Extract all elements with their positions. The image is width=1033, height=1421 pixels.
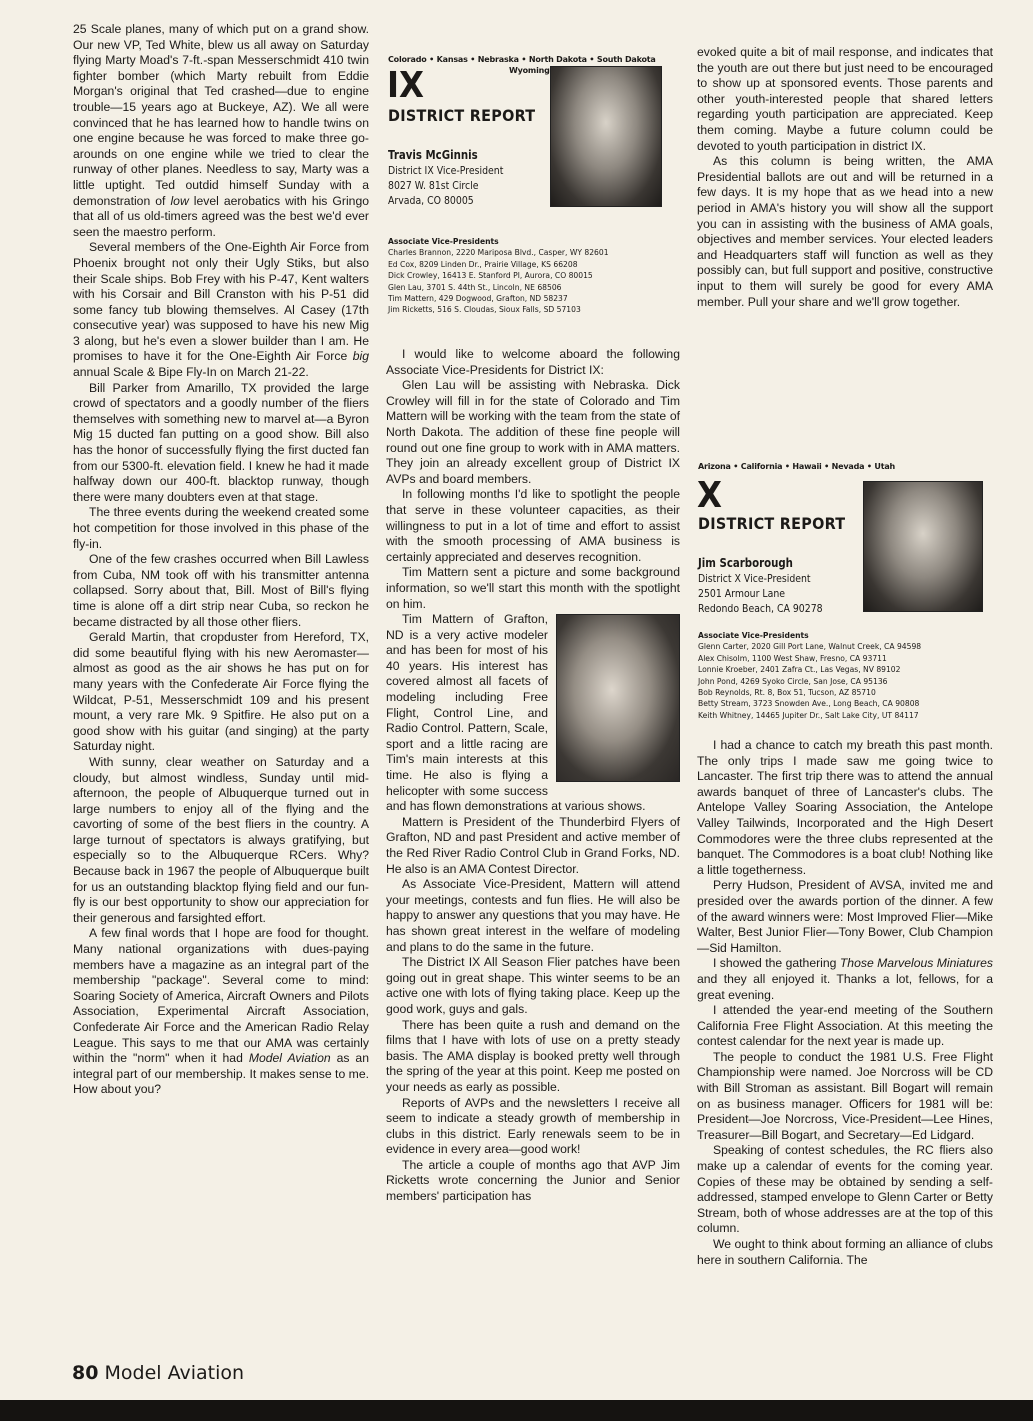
paragraph: [73, 22, 369, 240]
paragraph: [697, 738, 993, 878]
text-run: Reports of AVPs and the newsletters I receive all seem to indicate a steady growth of membership in clubs in this district. Early renewals seem to be in evidence in every area—good work!: [386, 1095, 680, 1157]
text-run: level aerobatics with his Gringo that all of us old-timers agreed was the best we'd ever seen the maestro perform.: [73, 193, 370, 239]
paragraph: [73, 552, 369, 630]
paragraph: [697, 1003, 993, 1050]
paragraph: [386, 815, 680, 877]
paragraph: [697, 878, 993, 956]
avp-entry: Ed Cox, 8209 Linden Dr., Prairie Village, KS 66208: [388, 259, 578, 269]
text-run: Tim Mattern of Grafton, ND is a very active modeler and has been for most of his 40 years. His interest has covered almost all facets of modeling including Free Flight, Control Line, and Radio Control. Pattern, Scale, sport and a little racing are Tim's main interests at this time. He also is flying a helicopter with some success and has flown demonstrations at various shows.: [386, 612, 646, 814]
district-10-vp-address2: Redondo Beach, CA 90278: [698, 602, 823, 615]
avp-entry: Lonnie Kroeber, 2401 Zafra Ct., Las Vegas, NV 89102: [698, 665, 901, 675]
text-run: I would like to welcome aboard the following Associate Vice-Presidents for District IX:: [386, 347, 680, 377]
text-run: I attended the year-end meeting of the Southern California Free Flight Association. At this meeting the contest calendar for the next year is made up.: [697, 1003, 993, 1049]
text-run: There has been quite a rush and demand on the films that I have with lots of use on a pretty steady basis. The AMA display is booked pretty well through the spring of the year at this point. Keep me posted on your needs as early as possible.: [386, 1017, 680, 1094]
page-footer: [72, 1362, 244, 1384]
text-run: evoked quite a bit of mail response, and indicates that the youth are out there but just need to be encouraged to show up at sponsored events. Those parents and other youth-interested people that shared letters regarding youth participation are appreciated. Keep them coming. Maybe a future column could be devoted to youth participation in district IX.: [697, 45, 993, 153]
district-10-vp-name: Jim Scarborough: [698, 556, 793, 570]
text-run: As this column is being written, the AMA Presidential ballots are out and will be returned in a few days. It is my hope that as we head into a new period in AMA's history you will show all the support you can in assisting with the business of AMA goals, objectives and member services. Your elected leaders and Headquarters staff will function as well as they possibly can, but full support and positive, constructive input to them will surely be good for every AMA member. Pull your share and we'll grow together.: [697, 154, 993, 309]
text-run: A few final words that I hope are food for thought. Many national organizations with dues-paying members have a magazine as an integral part of the membership "package". Several come to mind: Soaring Society of America, Aircraft Owners and Pilots Association, Experimental Aircraft Association, Confederate Air Force and the American Radio Relay League. This says to me that our AMA was certainly within the "norm" when it had: [73, 926, 369, 1066]
paragraph: [386, 1158, 680, 1205]
district-9-vp-name: Travis McGinnis: [388, 148, 478, 162]
avp-entry: Glen Lau, 3701 S. 44th St., Lincoln, NE 68506: [388, 282, 562, 292]
district-9-states-line2: Wyoming: [509, 66, 550, 75]
district-10-avp-list: [698, 630, 921, 721]
travis-mcginnis-photo: [550, 66, 662, 207]
district-9-vp-address1: 8027 W. 81st Circle: [388, 179, 479, 192]
text-run: The people to conduct the 1981 U.S. Free Flight Championship were named. Joe Norcross will be CD with Bill Stroman as assistant. Bill Bogart will remain on as business manager. Officers for 1981 will be: President—Joe Norcross, Vice-President—Lee Hines, Treasurer—Bill Bogart, and Secretary—Ed Lidgard.: [697, 1049, 993, 1142]
text-run: and they all enjoyed it. Thanks a lot, fellows, for a great evening.: [697, 971, 993, 1002]
paragraph: [73, 755, 369, 927]
avp-entry: Jim Ricketts, 516 S. Cloudas, Sioux Falls, SD 57103: [388, 305, 581, 315]
text-run: I showed the gathering: [713, 956, 840, 971]
district-10-vp-block: [698, 556, 823, 616]
text-run: I had a chance to catch my breath this past month. The only trips I made saw me going twice to Lancaster. The first trip there was to attend the annual awards banquet of three of Lancaster's clubs. The Antelope Valley Soaring Association, the Antelope Valley Tailwinds, Incorporated and the High Desert Commodores were the three clubs represented at the banquet. The Commodores is a boat club! Nothing like a little togetherness.: [697, 738, 993, 877]
district-9-vp-address2: Arvada, CO 80005: [388, 194, 474, 207]
paragraph: [73, 505, 369, 552]
paragraph: [697, 956, 993, 1003]
paragraph: [697, 45, 993, 154]
paragraph: [73, 630, 369, 755]
paragraph: [697, 1143, 993, 1237]
text-run: 25 Scale planes, many of which put on a grand show. Our new VP, Ted White, blew us all away on Saturday flying Marty Moad's 7-ft.-span Messerschmidt 410 twin fighter bomber (which Marty rebuilt from Eddie Morgan's original that Ted crashed—due to engine trouble—15 years ago at Buckeye, AZ). We all were convinced that he has learned how to handle twins on one engine because he was forced to make three go-arounds on one engine while we tried to clear the runway of other planes. Needless to say, Marty was a little uptight. Ted outdid himself Sunday with a demonstration of: [73, 22, 369, 208]
text-run: Several members of the One-Eighth Air Force from Phoenix brought not only their Ugly Stiks, but also their Scale ships. Bob Frey with his P-47, Kent walters with his Corsair and Bill Cranston with his P-51 did some fancy tub blowing themselves. Al Casey (17th consecutive year) was supposed to have his new Mig 3 along, but he's even a slower builder than I am. He promises to have it for the One-Eighth Air Force: [73, 240, 369, 364]
italic-text: Model Aviation: [248, 1051, 331, 1066]
paragraph: [386, 955, 680, 1017]
paragraph: [73, 926, 369, 1098]
text-run: annual Scale & Bipe Fly-In on March 21-22.: [73, 365, 309, 380]
district-9-states: Colorado • Kansas • Nebraska • North Dakota • South Dakota: [388, 55, 656, 64]
district-9-avp-list: [388, 236, 609, 316]
paragraph: [697, 1237, 993, 1268]
district-10-avp-heading: Associate Vice-Presidents: [698, 631, 809, 640]
paragraph: [73, 240, 369, 380]
italic-text: Those Marvelous Miniatures: [839, 956, 993, 971]
column-3-top-text: [697, 45, 993, 310]
paragraph: [697, 1050, 993, 1144]
italic-text: low: [170, 193, 189, 208]
magazine-name: Model Aviation: [104, 1362, 245, 1384]
avp-entry: Glenn Carter, 2020 Gill Port Lane, Walnut Creek, CA 94598: [698, 642, 922, 652]
paragraph: [386, 877, 680, 955]
district-9-vp-title: District IX Vice-President: [388, 164, 504, 177]
paragraph: [73, 381, 369, 506]
column-2-text: [386, 347, 680, 1205]
text-run: Speaking of contest schedules, the RC fliers also make up a calendar of events for the coming year. Copies of these may be obtained by sending a self-addressed, stamped envelope to Glenn Carter or Betty Stream, both of whose addresses are at the top of this column.: [697, 1143, 993, 1236]
district-10-vp-title: District X Vice-President: [698, 572, 811, 585]
text-run: Tim Mattern sent a picture and some background information, so we'll start this month with the spotlight on him.: [386, 565, 680, 611]
text-run: Bill Parker from Amarillo, TX provided the large crowd of spectators and a goodly number of the fliers themselves with something new to marvel at—a Byron Mig 15 ducted fan putting on a good show. Bill also has the honor of successfully flying the first ducted fan from our 5300-ft. elevation field. I knew he had it made halfway down our 400-ft. blacktop runway, though there were many doubters even at that stage.: [73, 380, 369, 504]
paragraph: [386, 565, 680, 612]
text-run: As Associate Vice-President, Mattern will attend your meetings, contests and fun flies. He will also be happy to answer any questions that you may have. He has shown great interest in the welfare of modeling and plans to do the same in the future.: [386, 877, 680, 954]
district-9-title: DISTRICT REPORT: [388, 106, 536, 125]
paragraph: [386, 487, 680, 565]
avp-entry: John Pond, 4269 Syoko Circle, San Jose, CA 95136: [698, 676, 888, 686]
district-10-numeral: X: [697, 475, 722, 516]
text-run: Gerald Martin, that cropduster from Hereford, TX, did some beautiful flying with his new Aeromaster—almost as good as the air shows he has put on for many years with the Confederate Air Force flying the Wildcat, P-51, Messerschmidt 109 and his present mount, a very rare Mk. 9 Spitfire. He also put on a good show with his guitar (and singing) at the party Saturday night.: [73, 630, 369, 754]
text-run: We ought to think about forming an alliance of clubs here in southern California. The: [697, 1237, 993, 1267]
avp-entry: Betty Stream, 3723 Snowden Ave., Long Beach, CA 90808: [698, 699, 920, 709]
text-run: Glen Lau will be assisting with Nebraska. Dick Crowley will fill in for the state of Colorado and Tim Mattern will be working with the team from the state of North Dakota. The addition of these fine people will round out one fine group to work with in AMA matters. They join an already excellent group of District IX AVPs and board members.: [386, 378, 680, 486]
avp-entry: Keith Whitney, 14465 Jupiter Dr., Salt Lake City, UT 84117: [698, 710, 919, 720]
district-9-numeral: IX: [387, 65, 425, 106]
paragraph: [386, 378, 680, 487]
paragraph: [386, 347, 680, 378]
text-run: The three events during the weekend created some hot competition for those involved in this phase of the fly-in.: [73, 505, 369, 551]
italic-text: big: [352, 349, 369, 364]
text-run: as an integral part of our membership. It makes sense to me. How about you?: [73, 1051, 369, 1097]
district-9-vp-block: [388, 148, 503, 208]
paragraph: [386, 1018, 680, 1096]
district-10-title: DISTRICT REPORT: [698, 514, 846, 533]
avp-entry: Bob Reynolds, Rt. 8, Box 51, Tucson, AZ 85710: [698, 688, 876, 698]
text-run: Mattern is President of the Thunderbird Flyers of Grafton, ND and past President and active member of the Red River Radio Control Club in Grand Forks, ND. He also is an AMA Contest Director.: [386, 814, 680, 876]
avp-entry: Charles Brannon, 2220 Mariposa Blvd., Casper, WY 82601: [388, 248, 609, 258]
text-run: With sunny, clear weather on Saturday and a cloudy, but almost windless, Sunday until mid-afternoon, the people of Albuquerque turned out in large numbers to enjoy all of the flying and the cavorting of some of the best fliers in the country. A large turnout of spectators is always gratifying, but especially so to the Albuquerque RCers. Why? Because back in 1967 the people of Albuquerque built for us an outstanding blacktop flying field and our fun-fly is our best opportunity to show our appreciation for their generous and farsighted effort.: [73, 754, 369, 925]
district-9-avp-heading: Associate Vice-Presidents: [388, 237, 499, 246]
avp-entry: Tim Mattern, 429 Dogwood, Grafton, ND 58237: [388, 294, 568, 304]
scan-border: [0, 1400, 1033, 1421]
column-3-body-text: [697, 738, 993, 1268]
text-run: One of the few crashes occurred when Bill Lawless from Cuba, NM took off with his transmitter antenna collapsed. Sorry about that, Bill. Most of Bill's flying time is alone off a dirt strip near Cuba, so reckon he became distracted by all those other fliers.: [73, 552, 369, 629]
jim-scarborough-photo: [863, 481, 983, 612]
district-10-states: Arizona • California • Hawaii • Nevada • Utah: [698, 462, 896, 471]
column-1-text: [73, 22, 369, 1098]
page-number: 80: [72, 1362, 99, 1384]
text-run: Perry Hudson, President of AVSA, invited me and presided over the awards portion of the dinner. A few of the award winners were: Most Improved Flier—Mike Walter, Best Junior Flier—Tony Bower, Club Champion—Sid Hamilton.: [697, 878, 993, 955]
tim-mattern-photo: [556, 614, 680, 782]
paragraph: [386, 1096, 680, 1158]
paragraph: [697, 154, 993, 310]
district-10-vp-address1: 2501 Armour Lane: [698, 587, 786, 600]
text-run: The article a couple of months ago that AVP Jim Ricketts wrote concerning the Junior and Senior members' participation has: [386, 1157, 680, 1204]
text-run: The District IX All Season Flier patches have been going out in great shape. This winter seems to be an active one with lots of flying taking place. Keep up the good work, guys and gals.: [386, 955, 680, 1016]
avp-entry: Dick Crowley, 16413 E. Stanford Pl, Aurora, CO 80015: [388, 271, 593, 281]
avp-entry: Alex Chisolm, 1100 West Shaw, Fresno, CA 93711: [698, 653, 887, 663]
text-run: In following months I'd like to spotlight the people that serve in these volunteer capacities, as their willingness to put in a lot of time and effort to assist with the smooth processing of AMA business is certainly appreciated and deserves recognition.: [386, 487, 680, 564]
